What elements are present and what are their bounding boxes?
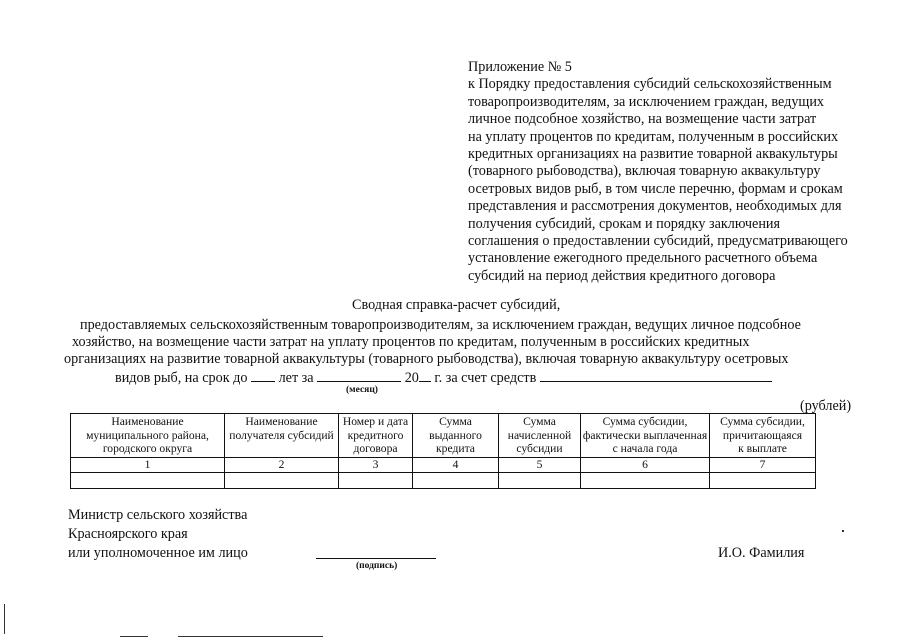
table-number-row bbox=[71, 458, 816, 473]
body-line-2: хозяйство, на возмещение части затрат на уплату процентов по кредитам, полученным в российских кредитных bbox=[72, 334, 750, 350]
appendix-block bbox=[468, 59, 848, 285]
body-line-4 bbox=[115, 368, 772, 388]
appendix-line: Приложение № 5 bbox=[468, 59, 572, 75]
signer-title-line-1: Министр сельского хозяйства bbox=[68, 507, 248, 523]
appendix-line: соглашения о предоставлении субсидий, предусматривающего bbox=[468, 233, 848, 250]
column-number: 2 bbox=[225, 458, 339, 473]
table-cell[interactable] bbox=[225, 473, 339, 489]
funds-source-blank[interactable] bbox=[540, 368, 772, 382]
header-cell-recipient: Наименование получателя субсидий bbox=[225, 414, 339, 458]
month-caption: (месяц) bbox=[346, 385, 378, 395]
column-number: 5 bbox=[499, 458, 581, 473]
term-years-blank[interactable] bbox=[251, 368, 275, 382]
appendix-line: товаропроизводителям, за исключением граждан, ведущих bbox=[468, 93, 825, 110]
header-cell-due-subsidy: Сумма субсидии, причитающаяся к выплате bbox=[710, 414, 816, 458]
term-label: видов рыб, на срок до bbox=[115, 370, 248, 386]
month-blank[interactable] bbox=[317, 368, 401, 382]
signature-line[interactable] bbox=[316, 558, 436, 559]
year-blank[interactable] bbox=[419, 368, 431, 382]
scan-artifact bbox=[842, 530, 844, 532]
scan-artifact bbox=[178, 636, 323, 637]
signer-name: И.О. Фамилия bbox=[718, 545, 805, 561]
appendix-line: личное подсобное хозяйство, на возмещение части затрат bbox=[468, 111, 817, 128]
appendix-line: представления и рассмотрения документов, необходимых для bbox=[468, 198, 842, 215]
table-header-row bbox=[71, 414, 816, 458]
appendix-line: установление ежегодного предельного расчетного объема bbox=[468, 250, 818, 267]
table-cell[interactable] bbox=[710, 473, 816, 489]
scan-artifact bbox=[120, 636, 148, 637]
table-cell[interactable] bbox=[339, 473, 413, 489]
appendix-line: на уплату процентов по кредитам, полученным в российских bbox=[468, 128, 839, 145]
appendix-line: кредитных организациях на развитие товарной аквакультуры bbox=[468, 146, 838, 163]
column-number: 7 bbox=[710, 458, 816, 473]
body-line-3: организациях на развитие товарной аквакультуры (товарного рыбоводства), включая товарную аквакультуру осетровых bbox=[64, 351, 789, 367]
subsidy-table bbox=[70, 413, 816, 489]
table-cell[interactable] bbox=[581, 473, 710, 489]
header-cell-accrued-subsidy: Сумма начисленной субсидии bbox=[499, 414, 581, 458]
years-label: лет за bbox=[278, 370, 314, 386]
units-label: (рублей) bbox=[800, 398, 852, 414]
table-cell[interactable] bbox=[499, 473, 581, 489]
table-cell[interactable] bbox=[71, 473, 225, 489]
year-prefix: 20 bbox=[404, 370, 419, 386]
funds-label: г. за счет средств bbox=[434, 370, 537, 386]
column-number: 4 bbox=[413, 458, 499, 473]
header-cell-district: Наименование муниципального района, городского округа bbox=[71, 414, 225, 458]
appendix-line: получения субсидий, срокам и порядку заключения bbox=[468, 215, 781, 232]
document-title: Сводная справка-расчет субсидий, bbox=[352, 297, 561, 313]
signer-title-line-3: или уполномоченное им лицо bbox=[68, 545, 248, 561]
body-line-1: предоставляемых сельскохозяйственным товаропроизводителям, за исключением граждан, ведущих личное подсобное bbox=[80, 317, 801, 333]
scan-artifact bbox=[4, 604, 5, 634]
header-cell-loan-amount: Сумма выданного кредита bbox=[413, 414, 499, 458]
appendix-line: осетровых видов рыб, в том числе перечню, формам и срокам bbox=[468, 180, 843, 197]
header-cell-paid-subsidy: Сумма субсидии, фактически выплаченная с начала года bbox=[581, 414, 710, 458]
header-cell-contract: Номер и дата кредитного договора bbox=[339, 414, 413, 458]
table-cell[interactable] bbox=[413, 473, 499, 489]
column-number: 1 bbox=[71, 458, 225, 473]
appendix-line: к Порядку предоставления субсидий сельскохозяйственным bbox=[468, 76, 832, 93]
column-number: 3 bbox=[339, 458, 413, 473]
appendix-line: субсидий на период действия кредитного договора bbox=[468, 267, 776, 284]
column-number: 6 bbox=[581, 458, 710, 473]
appendix-line: (товарного рыбоводства), включая товарную аквакультуру bbox=[468, 163, 821, 180]
signer-title-line-2: Красноярского края bbox=[68, 526, 188, 542]
signature-caption: (подпись) bbox=[356, 561, 398, 571]
table-row bbox=[71, 473, 816, 489]
